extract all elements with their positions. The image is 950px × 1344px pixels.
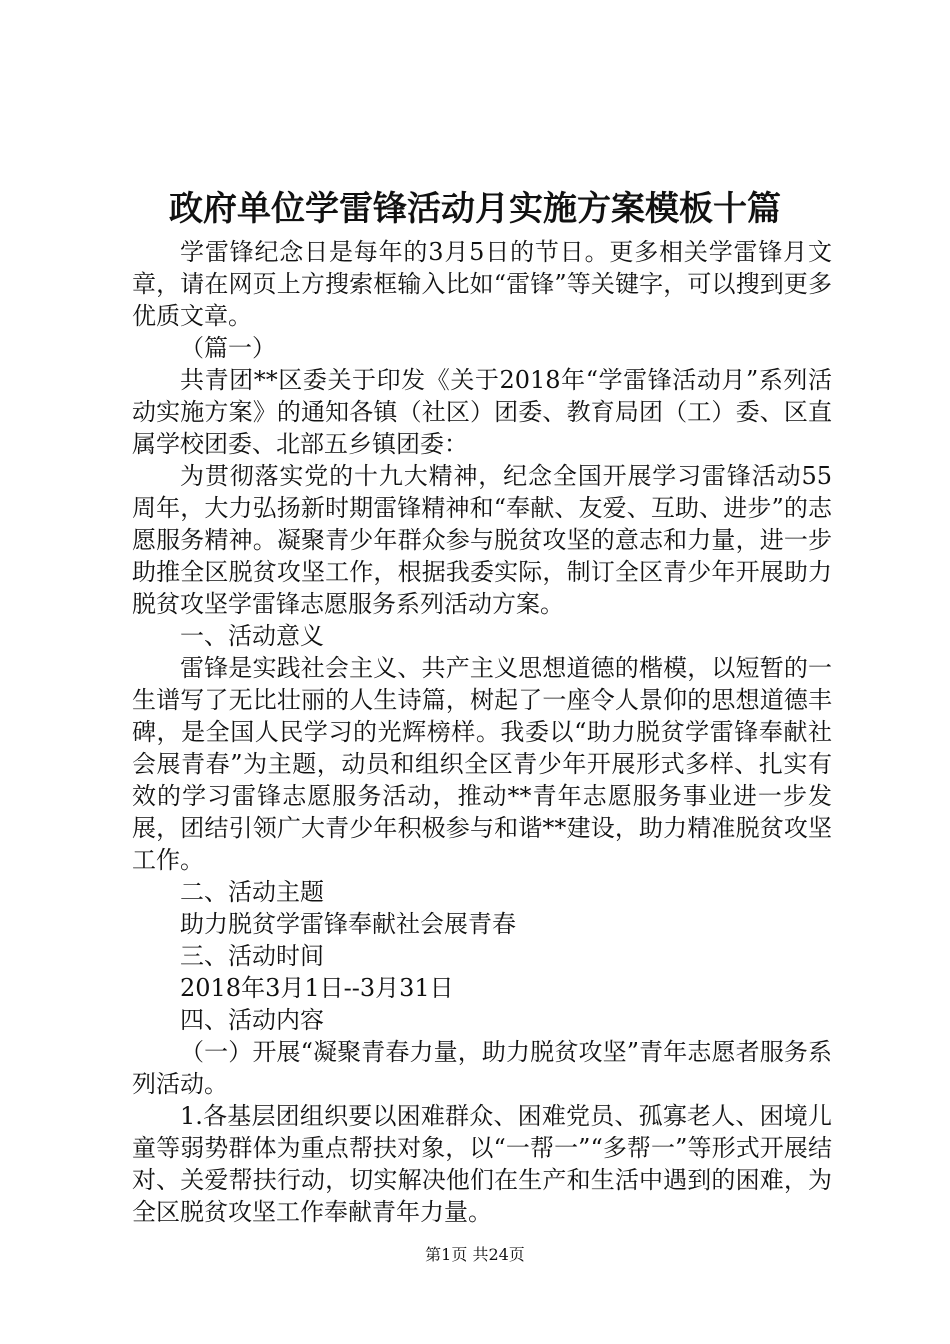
paragraph: 学雷锋纪念日是每年的3月5日的节日。更多相关学雷锋月文章，请在网页上方搜索框输入比如“雷锋”等关键字，可以搜到更多优质文章。 [132, 238, 832, 330]
section-heading: 四、活动内容 [180, 1006, 324, 1034]
paragraph: 共青团**区委关于印发《关于2018年“学雷锋活动月”系列活动实施方案》的通知各镇（社区）团委、教育局团（工）委、区直属学校团委、北部五乡镇团委： [132, 366, 832, 458]
page-number-footer: 第1页 共24页 [425, 1245, 525, 1264]
section-heading: 二、活动主题 [180, 878, 324, 906]
paragraph: （篇一） [180, 334, 276, 362]
section-heading: 三、活动时间 [180, 942, 324, 970]
paragraph: 1.各基层团组织要以困难群众、困难党员、孤寡老人、困境儿童等弱势群体为重点帮扶对象，以“一帮一”“多帮一”等形式开展结对、关爱帮扶行动，切实解决他们在生产和生活中遇到的困难，为全区脱贫攻坚工作奉献青年力量。 [132, 1102, 832, 1226]
paragraph: 为贯彻落实党的十九大精神，纪念全国开展学习雷锋活动55周年，大力弘扬新时期雷锋精神和“奉献、友爱、互助、进步”的志愿服务精神。凝聚青少年群众参与脱贫攻坚的意志和力量，进一步助推全区脱贫攻坚工作，根据我委实际，制订全区青少年开展助力脱贫攻坚学雷锋志愿服务系列活动方案。 [132, 462, 832, 618]
document-body [132, 236, 832, 1228]
paragraph: 助力脱贫学雷锋奉献社会展青春 [180, 910, 516, 938]
paragraph: （一）开展“凝聚青春力量，助力脱贫攻坚”青年志愿者服务系列活动。 [132, 1038, 832, 1098]
paragraph: 雷锋是实践社会主义、共产主义思想道德的楷模，以短暂的一生谱写了无比壮丽的人生诗篇，树起了一座令人景仰的思想道德丰碑，是全国人民学习的光辉榜样。我委以“助力脱贫学雷锋奉献社会展青春”为主题，动员和组织全区青少年开展形式多样、扎实有效的学习雷锋志愿服务活动，推动**青年志愿服务事业进一步发展，团结引领广大青少年积极参与和谐**建设，助力精准脱贫攻坚工作。 [132, 654, 832, 874]
section-heading: 一、活动意义 [180, 622, 324, 650]
document-title: 政府单位学雷锋活动月实施方案模板十篇 [169, 189, 781, 229]
paragraph: 2018年3月1日--3月31日 [180, 974, 454, 1002]
